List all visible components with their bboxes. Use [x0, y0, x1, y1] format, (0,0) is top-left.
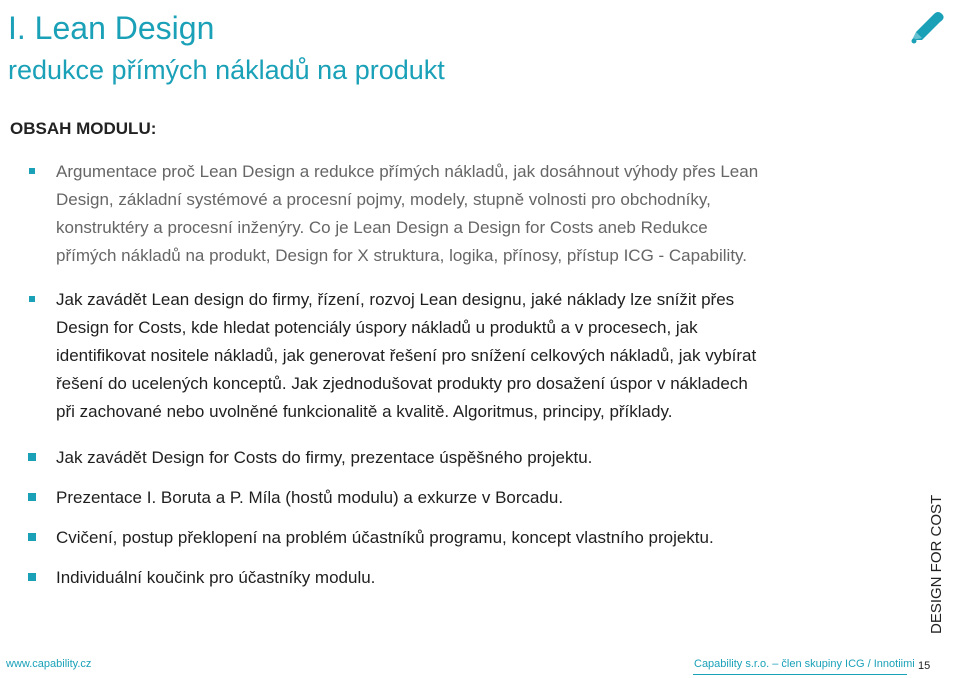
- module-content-list: [26, 158, 906, 592]
- footer-divider: [693, 674, 907, 675]
- list-item: [26, 158, 906, 270]
- bullet-square-icon: [29, 296, 35, 302]
- list-item-line: identifikovat nositele nákladů, jak generovat řešení pro snížení celkových nákladů, jak vybírat: [56, 346, 757, 365]
- page-number: 15: [918, 660, 931, 672]
- list-item-line: konstruktéry a procesní inženýry. Co je Lean Design a Design for Costs aneb Redukce: [56, 218, 708, 237]
- list-item-line: Prezentace I. Boruta a P. Míla (hostů modulu) a exkurze v Borcadu.: [56, 488, 564, 507]
- list-item-line: Design, základní systémové a procesní pojmy, modely, stupně volnosti pro obchodníky,: [56, 190, 711, 209]
- list-item-line: Design for Costs, kde hledat potenciály úspory nákladů u produktů a v procesech, jak: [56, 318, 698, 337]
- list-item: [26, 484, 906, 512]
- pen-icon: [906, 6, 946, 46]
- bullet-square-icon: [28, 533, 36, 541]
- page-subtitle: redukce přímých nákladů na produkt: [8, 55, 445, 85]
- footer-website: www.capability.cz: [6, 658, 92, 670]
- module-heading: OBSAH MODULU:: [10, 119, 157, 138]
- list-item-line: řešení do ucelených konceptů. Jak zjednodušovat produkty pro dosažení úspor v nákladech: [56, 374, 748, 393]
- list-item: [26, 444, 906, 472]
- page-title: I. Lean Design: [8, 10, 215, 46]
- list-item-line: Argumentace proč Lean Design a redukce přímých nákladů, jak dosáhnout výhody přes Lean: [56, 162, 759, 181]
- list-item-line: Cvičení, postup překlopení na problém účastníků programu, koncept vlastního projektu.: [56, 528, 714, 547]
- list-item-line: při zachované nebo uvolněné funkcionalitě a kvalitě. Algoritmus, principy, příklady.: [56, 402, 673, 421]
- list-item-line: Jak zavádět Lean design do firmy, řízení, rozvoj Lean designu, jaké náklady lze snížit přes: [56, 290, 735, 309]
- list-item-line: Individuální koučink pro účastníky modulu.: [56, 568, 376, 587]
- vertical-label-text: DESIGN FOR COST: [928, 494, 945, 634]
- bullet-square-icon: [28, 573, 36, 581]
- list-item: [26, 564, 906, 592]
- list-item: [26, 286, 906, 426]
- list-item-line: přímých nákladů na produkt, Design for X struktura, logika, přínosy, přístup ICG - Capability.: [56, 246, 748, 265]
- list-item: [26, 524, 906, 552]
- bullet-square-icon: [29, 168, 35, 174]
- list-item-line: Jak zavádět Design for Costs do firmy, prezentace úspěšného projektu.: [56, 448, 593, 467]
- vertical-section-label: [922, 494, 952, 650]
- bullet-square-icon: [28, 453, 36, 461]
- bullet-square-icon: [28, 493, 36, 501]
- footer-company: Capability s.r.o. – člen skupiny ICG / Innotiimi: [694, 658, 915, 670]
